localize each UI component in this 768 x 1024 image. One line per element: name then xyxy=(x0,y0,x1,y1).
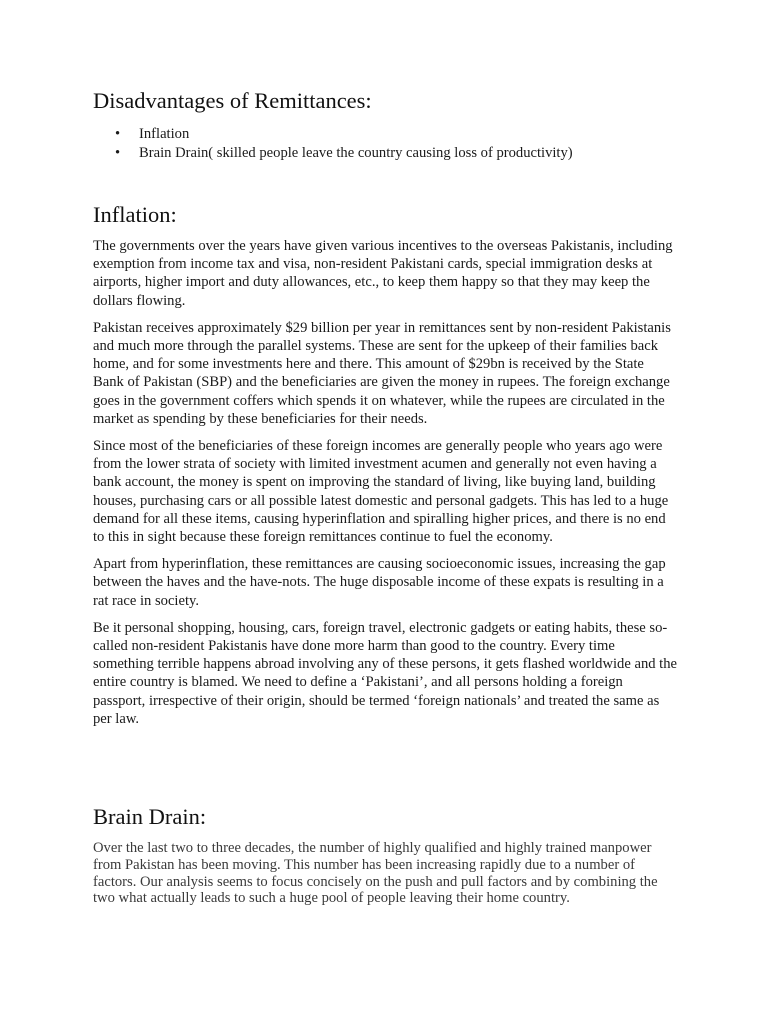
disadvantages-list xyxy=(93,125,573,163)
inflation-heading: Inflation: xyxy=(93,202,177,227)
paragraph: The governments over the years have given various incentives to the overseas Pakistanis, including exemption from income tax and visa, non-resident Pakistani cards, special immigration desks at airports, higher import and duty allowances, etc., to keep them happy so that they may keep the dollars flowing. xyxy=(93,238,673,309)
list-item xyxy=(93,125,573,144)
inflation-section xyxy=(93,237,678,737)
list-item-text: Inflation xyxy=(139,126,190,142)
list-item-text: Brain Drain( skilled people leave the country causing loss of productivity) xyxy=(139,145,573,161)
list-item xyxy=(93,144,573,163)
paragraph: Since most of the beneficiaries of these foreign incomes are generally people who years ago were from the lower strata of society with limited investment acumen and generally not even having a bank account, the money is spent on improving the standard of living, like buying land, building houses, purchasing cars or all possible latest domestic and personal gadgets. This has led to a huge demand for all these items, causing hyperinflation and spiralling higher prices, and there is no end to this in sight because these foreign remittances continue to fuel the economy. xyxy=(93,438,669,546)
paragraph: Apart from hyperinflation, these remittances are causing socioeconomic issues, increasing the gap between the haves and the have-nots. The huge disposable income of these expats is resulting in a rat race in society. xyxy=(93,556,666,609)
paragraph: Over the last two to three decades, the number of highly qualified and highly trained manpower from Pakistan has been moving. This number has been increasing rapidly due to a number of factors. Our analysis seems to focus concisely on the push and pull factors and by combining the two what actually leads to such a huge pool of people leaving their home country. xyxy=(93,840,658,907)
bullet-icon: • xyxy=(115,126,121,142)
bullet-icon: • xyxy=(115,145,121,161)
paragraph: Pakistan receives approximately $29 billion per year in remittances sent by non-resident Pakistanis and much more through the parallel systems. These are sent for the upkeep of their families back home, and for some investments here and there. This amount of $29bn is received by the State Bank of Pakistan (SBP) and the beneficiaries are given the money in rupees. The foreign exchange goes in the government coffers which spends it on whatever, while the rupees are circulated in the market as spending by these beneficiaries for their needs. xyxy=(93,319,671,427)
brain-drain-heading: Brain Drain: xyxy=(93,804,207,829)
brain-drain-section xyxy=(93,840,678,916)
paragraph: Be it personal shopping, housing, cars, foreign travel, electronic gadgets or eating habits, these so-called non-resident Pakistanis have done more harm than good to the country. Every time something terrible happens abroad involving any of these persons, it gets flashed worldwide and the entire country is blamed. We need to define a ‘Pakistani’, and all persons holding a foreign passport, irrespective of their origin, should be termed ‘foreign nationals’ and treated the same as per law. xyxy=(93,619,678,727)
document-title: Disadvantages of Remittances: xyxy=(93,88,372,113)
